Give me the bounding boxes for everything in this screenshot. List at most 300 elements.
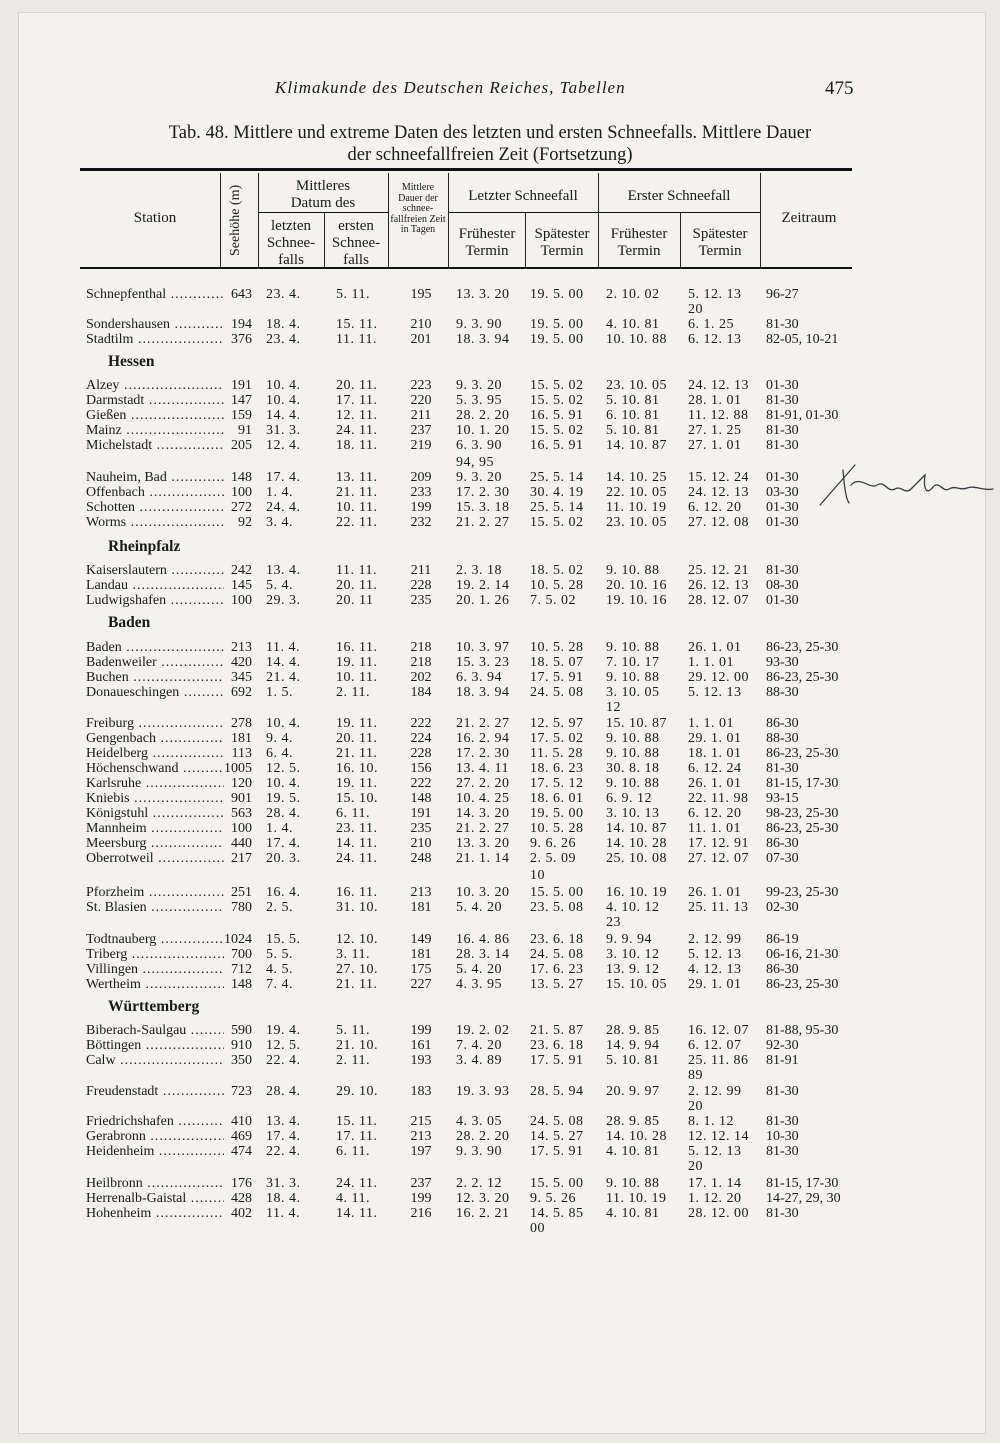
header-divider — [680, 213, 681, 267]
cell-fs: 29. 1. 01 — [688, 977, 742, 992]
cell-ff: 15. 10. 87 — [606, 716, 667, 731]
header-ersten: ersten Schnee- falls — [331, 218, 381, 268]
cell-la: 16. 4. — [266, 885, 301, 900]
cell-la: 12. 5. — [266, 1038, 301, 1053]
table-row — [0, 438, 1000, 453]
cell-la: 20. 3. — [266, 851, 301, 866]
cell-per: 86-23, 25-30 — [766, 746, 839, 761]
cell-fi: 2. 11. — [336, 1053, 370, 1068]
cell-la: 22. 4. — [266, 1053, 301, 1068]
cell-dur: 213 — [410, 885, 432, 900]
cell-la: 10. 4. — [266, 378, 301, 393]
cell-per: 86-30 — [766, 716, 799, 731]
cell-sea: 217 — [231, 851, 252, 866]
cell-fs: 5. 12. 13 — [688, 287, 742, 302]
table-row — [0, 746, 1000, 761]
cell-lf: 9. 3. 20 — [456, 378, 502, 393]
cell-fi: 6. 11. — [336, 1144, 370, 1159]
cell-dur: 181 — [410, 947, 432, 962]
cell-sea: 420 — [231, 655, 252, 670]
cell-lf: 15. 3. 18 — [456, 500, 510, 515]
letzter-subrule — [448, 212, 760, 213]
cell-fs: 29. 12. 00 — [688, 670, 749, 685]
cell-la: 21. 4. — [266, 670, 301, 685]
table-row — [0, 932, 1000, 947]
cell-fi: 24. 11. — [336, 1176, 378, 1191]
cell-fs: 18. 1. 01 — [688, 746, 742, 761]
cell-la: 5. 4. — [266, 578, 293, 593]
cell-ff: 14. 9. 94 — [606, 1038, 660, 1053]
cell-ls: 25. 5. 14 — [530, 470, 584, 485]
table-row — [0, 640, 1000, 655]
cell-la: 1. 4. — [266, 821, 293, 836]
cell-fi: 31. 10. — [336, 900, 378, 915]
cell-lf: 7. 4. 20 — [456, 1038, 502, 1053]
cell-lf: 28. 2. 20 — [456, 1129, 510, 1144]
cell-dur: 237 — [410, 1176, 432, 1191]
cell-ls: 18. 6. 23 — [530, 761, 584, 776]
cell-fs: 6. 12. 20 — [688, 806, 742, 821]
cell-name: Freudenstadt ..... — [86, 1084, 224, 1099]
cell-ff: 6. 10. 81 — [606, 408, 660, 423]
table-row — [0, 868, 1000, 883]
cell-sea: 251 — [231, 885, 252, 900]
header-divider — [388, 173, 389, 267]
cell-fs: 1. 1. 01 — [688, 655, 734, 670]
cell-lf: 17. 2. 30 — [456, 485, 510, 500]
cell-la: 7. 4. — [266, 977, 293, 992]
header-letzter-fruehester: Frühester Termin — [458, 226, 516, 259]
cell-fi: 16. 11. — [336, 885, 378, 900]
cell-fs: 6. 12. 07 — [688, 1038, 742, 1053]
cell-lf: 5. 4. 20 — [456, 962, 502, 977]
cell-la: 18. 4. — [266, 1191, 301, 1206]
cell-la: 24. 4. — [266, 500, 301, 515]
table-row — [0, 515, 1000, 530]
table-row — [0, 1206, 1000, 1221]
cell-fs: 11. 1. 01 — [688, 821, 741, 836]
cell-fi: 18. 11. — [336, 438, 378, 453]
cell-ls: 13. 5. 27 — [530, 977, 584, 992]
table-row — [0, 1159, 1000, 1174]
cell-fi: 17. 11. — [336, 1129, 378, 1144]
table-row — [0, 685, 1000, 700]
table-row — [0, 423, 1000, 438]
cell-sea: 780 — [231, 900, 252, 915]
cell-fs: 15. 12. 24 — [688, 470, 749, 485]
cell-name: Oberrotweil ..... — [86, 851, 224, 866]
cell-lf: 4. 3. 95 — [456, 977, 502, 992]
cell-dur: 195 — [410, 287, 432, 302]
cell-ff: 4. 10. 81 — [606, 1144, 660, 1159]
cell-fi: 23. 11. — [336, 821, 378, 836]
cell-ls: 10. 5. 28 — [530, 578, 584, 593]
cell-fi: 14. 11. — [336, 1206, 378, 1221]
cell-lf: 12. 3. 20 — [456, 1191, 510, 1206]
cell-lf: 18. 3. 94 — [456, 332, 510, 347]
cell-name: Heilbronn ..... — [86, 1176, 224, 1191]
cell-la: 12. 5. — [266, 761, 301, 776]
cell-ls: 9. 6. 26 — [530, 836, 576, 851]
cell-ls: 10. 5. 28 — [530, 640, 584, 655]
cell-ff: 14. 10. 87 — [606, 438, 667, 453]
table-row — [0, 332, 1000, 347]
cell-la: 13. 4. — [266, 563, 301, 578]
cell-name: Gengenbach ..... — [86, 731, 224, 746]
cell-lf: 13. 3. 20 — [456, 836, 510, 851]
cell-fi: 2. 11. — [336, 685, 370, 700]
cell-per: 81-30 — [766, 1084, 799, 1099]
cell-ls: 18. 6. 01 — [530, 791, 584, 806]
header-zeitraum: Zeitraum — [781, 210, 837, 226]
header-erster-fruehester: Frühester Termin — [610, 226, 668, 259]
cell-fi: 20. 11. — [336, 578, 378, 593]
cell-ff: 9. 10. 88 — [606, 776, 660, 791]
cell-per: 01-30 — [766, 500, 799, 515]
cell-sea: 100 — [231, 485, 252, 500]
cell-fs: 25. 12. 21 — [688, 563, 749, 578]
table-caption — [100, 122, 880, 166]
cell-per: 81-30 — [766, 1144, 799, 1159]
table-row — [0, 962, 1000, 977]
cell-per: 14-27, 29, 30 — [766, 1191, 841, 1206]
cell-ff: 20. 10. 16 — [606, 578, 667, 593]
cell-sea: 440 — [231, 836, 252, 851]
cell-ff: 30. 8. 18 — [606, 761, 660, 776]
cell-fs: 16. 12. 07 — [688, 1023, 749, 1038]
table-row — [0, 947, 1000, 962]
cell-dur: 149 — [410, 932, 432, 947]
cell-la: 10. 4. — [266, 716, 301, 731]
cell-ff: 11. 10. 19 — [606, 500, 667, 515]
cell-fs: 28. 12. 00 — [688, 1206, 749, 1221]
cell-fs: 28. 12. 07 — [688, 593, 749, 608]
cell-ls: 12. 5. 97 — [530, 716, 584, 731]
table-row — [0, 836, 1000, 851]
cell-dur: 199 — [410, 1023, 432, 1038]
table-row — [0, 578, 1000, 593]
cell-ls: 15. 5. 00 — [530, 1176, 584, 1191]
cell-fi: 12. 11. — [336, 408, 378, 423]
cell-lf: 16. 2. 21 — [456, 1206, 510, 1221]
cell-ff: 7. 10. 17 — [606, 655, 660, 670]
cell-fs: 17. 12. 91 — [688, 836, 749, 851]
table-top-rule — [80, 168, 852, 171]
cell-la: 10. 4. — [266, 393, 301, 408]
cell-la: 9. 4. — [266, 731, 293, 746]
cell-fs: 27. 12. 08 — [688, 515, 749, 530]
cell-name: Hohenheim ..... — [86, 1206, 224, 1221]
cell-sea: 410 — [231, 1114, 252, 1129]
cell-lf: 10. 3. 97 — [456, 640, 510, 655]
cell-ls: 16. 5. 91 — [530, 438, 584, 453]
cell-la: 31. 3. — [266, 423, 301, 438]
cell-ff: 12 — [606, 700, 621, 715]
cell-per: 86-19 — [766, 932, 799, 947]
header-divider — [448, 173, 449, 267]
cell-fs: 4. 12. 13 — [688, 962, 742, 977]
cell-name: Worms ..... — [86, 515, 224, 530]
cell-lf: 19. 2. 02 — [456, 1023, 510, 1038]
table-row — [0, 1221, 1000, 1236]
cell-per: 81-88, 95-30 — [766, 1023, 839, 1038]
cell-dur: 193 — [410, 1053, 432, 1068]
table-row — [0, 776, 1000, 791]
cell-la: 14. 4. — [266, 408, 301, 423]
cell-lf: 5. 4. 20 — [456, 900, 502, 915]
cell-per: 01-30 — [766, 515, 799, 530]
cell-per: 98-23, 25-30 — [766, 806, 839, 821]
cell-sea: 148 — [231, 470, 252, 485]
cell-dur: 181 — [410, 900, 432, 915]
cell-la: 13. 4. — [266, 1114, 301, 1129]
cell-fi: 20. 11. — [336, 378, 378, 393]
cell-dur: 210 — [410, 836, 432, 851]
cell-ff: 3. 10. 05 — [606, 685, 660, 700]
cell-fs: 1. 12. 20 — [688, 1191, 742, 1206]
cell-per: 06-16, 21-30 — [766, 947, 839, 962]
cell-ff: 13. 9. 12 — [606, 962, 660, 977]
cell-name: Gerabronn ..... — [86, 1129, 224, 1144]
cell-lf: 16. 2. 94 — [456, 731, 510, 746]
cell-dur: 210 — [410, 317, 432, 332]
table-row — [0, 1084, 1000, 1099]
cell-sea: 350 — [231, 1053, 252, 1068]
cell-la: 1. 4. — [266, 485, 293, 500]
cell-fs: 27. 1. 25 — [688, 423, 742, 438]
cell-sea: 278 — [231, 716, 252, 731]
cell-sea: 643 — [231, 287, 252, 302]
cell-ff: 23. 10. 05 — [606, 515, 667, 530]
cell-la: 15. 5. — [266, 932, 301, 947]
cell-lf: 21. 2. 27 — [456, 716, 510, 731]
cell-lf: 9. 3. 90 — [456, 1144, 502, 1159]
cell-fs: 26. 1. 01 — [688, 640, 742, 655]
cell-sea: 563 — [231, 806, 252, 821]
cell-dur: 191 — [410, 806, 432, 821]
table-row — [0, 670, 1000, 685]
cell-ls: 30. 4. 19 — [530, 485, 584, 500]
header-divider — [324, 213, 325, 267]
cell-lf: 9. 3. 90 — [456, 317, 502, 332]
cell-dur: 227 — [410, 977, 432, 992]
cell-fi: 21. 10. — [336, 1038, 378, 1053]
cell-la: 2. 5. — [266, 900, 293, 915]
cell-ls: 23. 5. 08 — [530, 900, 584, 915]
cell-sea: 692 — [231, 685, 252, 700]
table-row — [0, 821, 1000, 836]
cell-ff: 4. 10. 12 — [606, 900, 660, 915]
cell-la: 18. 4. — [266, 317, 301, 332]
header-dauer: Mittlere Dauer der schnee- fallfreien Zeit in Tagen — [390, 182, 446, 235]
cell-name: Mainz ..... — [86, 423, 224, 438]
cell-fs: 25. 11. 13 — [688, 900, 749, 915]
cell-name: Calw ..... — [86, 1053, 224, 1068]
cell-la: 11. 4. — [266, 1206, 300, 1221]
caption-line-2: der schneefallfreien Zeit (Fortsetzung) — [347, 145, 633, 165]
cell-fs: 26. 1. 01 — [688, 776, 742, 791]
cell-ls: 17. 5. 12 — [530, 776, 584, 791]
cell-la: 5. 5. — [266, 947, 293, 962]
cell-per: 07-30 — [766, 851, 799, 866]
cell-sea: 120 — [231, 776, 252, 791]
cell-name: Todtnauberg ..... — [86, 932, 224, 947]
cell-lf: 21. 2. 27 — [456, 515, 510, 530]
cell-fi: 5. 11. — [336, 287, 370, 302]
cell-per: 86-30 — [766, 962, 799, 977]
cell-dur: 218 — [410, 655, 432, 670]
cell-ff: 3. 10. 12 — [606, 947, 660, 962]
cell-dur: 216 — [410, 1206, 432, 1221]
cell-fs: 2. 12. 99 — [688, 932, 742, 947]
cell-fi: 21. 11. — [336, 977, 378, 992]
cell-name: Pforzheim ..... — [86, 885, 224, 900]
cell-fs: 29. 1. 01 — [688, 731, 742, 746]
cell-fs: 28. 1. 01 — [688, 393, 742, 408]
table-row — [0, 563, 1000, 578]
cell-ls: 19. 5. 00 — [530, 806, 584, 821]
cell-dur: 237 — [410, 423, 432, 438]
cell-per: 03-30 — [766, 485, 799, 500]
table-row — [0, 317, 1000, 332]
cell-fi: 16. 10. — [336, 761, 378, 776]
cell-dur: 213 — [410, 1129, 432, 1144]
cell-ls: 17. 5. 91 — [530, 1053, 584, 1068]
table-row — [0, 1068, 1000, 1083]
cell-la: 19. 4. — [266, 1023, 301, 1038]
cell-ff: 23. 10. 05 — [606, 378, 667, 393]
cell-dur: 184 — [410, 685, 432, 700]
section-heading: Rheinpfalz — [108, 538, 181, 555]
header-divider — [760, 173, 761, 267]
table-row — [0, 1191, 1000, 1206]
table-row — [0, 806, 1000, 821]
cell-dur: 202 — [410, 670, 432, 685]
cell-name: Badenweiler ..... — [86, 655, 224, 670]
cell-dur: 222 — [410, 776, 432, 791]
cell-per: 88-30 — [766, 731, 799, 746]
cell-per: 02-30 — [766, 900, 799, 915]
cell-per: 86-23, 25-30 — [766, 640, 839, 655]
cell-fi: 15. 10. — [336, 791, 378, 806]
cell-fs: 5. 12. 13 — [688, 947, 742, 962]
cell-ff: 14. 10. 25 — [606, 470, 667, 485]
cell-per: 82-05, 10-21 — [766, 332, 839, 347]
cell-la: 12. 4. — [266, 438, 301, 453]
cell-dur: 161 — [410, 1038, 432, 1053]
cell-dur: 223 — [410, 378, 432, 393]
cell-ff: 4. 10. 81 — [606, 1206, 660, 1221]
cell-fi: 5. 11. — [336, 1023, 370, 1038]
cell-fs: 25. 11. 86 — [688, 1053, 749, 1068]
cell-dur: 219 — [410, 438, 432, 453]
header-letzter-spaetester: Spätester Termin — [534, 226, 590, 259]
cell-dur: 220 — [410, 393, 432, 408]
cell-fi: 17. 11. — [336, 393, 378, 408]
cell-lf: 18. 3. 94 — [456, 685, 510, 700]
cell-lf: 10. 4. 25 — [456, 791, 510, 806]
header-divider — [258, 173, 259, 267]
table-row — [0, 900, 1000, 915]
cell-name: Nauheim, Bad ..... — [86, 470, 224, 485]
section-heading: Württemberg — [108, 998, 200, 1015]
cell-ls: 00 — [530, 1221, 545, 1236]
cell-ls: 17. 5. 91 — [530, 1144, 584, 1159]
cell-ls: 24. 5. 08 — [530, 1114, 584, 1129]
cell-ff: 10. 10. 88 — [606, 332, 667, 347]
cell-la: 6. 4. — [266, 746, 293, 761]
cell-ls: 14. 5. 27 — [530, 1129, 584, 1144]
cell-ff: 14. 10. 87 — [606, 821, 667, 836]
cell-lf: 28. 2. 20 — [456, 408, 510, 423]
cell-sea: 723 — [231, 1084, 252, 1099]
cell-per: 86-23, 25-30 — [766, 821, 839, 836]
cell-per: 81-30 — [766, 563, 799, 578]
cell-name: Buchen ..... — [86, 670, 224, 685]
cell-lf: 5. 3. 95 — [456, 393, 502, 408]
cell-ls: 23. 6. 18 — [530, 932, 584, 947]
cell-ff: 5. 10. 81 — [606, 1053, 660, 1068]
cell-fi: 24. 11. — [336, 851, 378, 866]
cell-sea: 700 — [231, 947, 252, 962]
cell-ls: 16. 5. 91 — [530, 408, 584, 423]
cell-la: 28. 4. — [266, 806, 301, 821]
cell-dur: 215 — [410, 1114, 432, 1129]
cell-fi: 14. 11. — [336, 836, 378, 851]
cell-ff: 15. 10. 05 — [606, 977, 667, 992]
cell-lf: 20. 1. 26 — [456, 593, 510, 608]
cell-ls: 19. 5. 00 — [530, 317, 584, 332]
cell-per: 08-30 — [766, 578, 799, 593]
cell-sea: 91 — [238, 423, 252, 438]
cell-name: Kniebis ..... — [86, 791, 224, 806]
cell-ff: 14. 10. 28 — [606, 836, 667, 851]
cell-dur: 228 — [410, 578, 432, 593]
cell-ls: 10 — [530, 868, 545, 883]
cell-sea: 194 — [231, 317, 252, 332]
cell-sea: 145 — [231, 578, 252, 593]
cell-fi: 19. 11. — [336, 655, 378, 670]
cell-ff: 28. 9. 85 — [606, 1023, 660, 1038]
cell-fi: 21. 11. — [336, 485, 378, 500]
cell-sea: 113 — [231, 746, 252, 761]
cell-name: Gießen ..... — [86, 408, 224, 423]
table-row — [0, 1114, 1000, 1129]
cell-lf: 27. 2. 20 — [456, 776, 510, 791]
cell-per: 86-23, 25-30 — [766, 670, 839, 685]
cell-fs: 26. 1. 01 — [688, 885, 742, 900]
cell-ff: 23 — [606, 915, 621, 930]
cell-ff: 22. 10. 05 — [606, 485, 667, 500]
cell-sea: 428 — [231, 1191, 252, 1206]
cell-lf: 14. 3. 20 — [456, 806, 510, 821]
table-row — [0, 408, 1000, 423]
cell-per: 81-91, 01-30 — [766, 408, 839, 423]
cell-fs: 24. 12. 13 — [688, 378, 749, 393]
cell-sea: 272 — [231, 500, 252, 515]
cell-name: Triberg ..... — [86, 947, 224, 962]
cell-name: Baden ..... — [86, 640, 224, 655]
cell-la: 17. 4. — [266, 1129, 301, 1144]
cell-name: Böttingen ..... — [86, 1038, 224, 1053]
table-row — [0, 593, 1000, 608]
cell-la: 11. 4. — [266, 640, 300, 655]
cell-la: 28. 4. — [266, 1084, 301, 1099]
cell-ff: 9. 10. 88 — [606, 746, 660, 761]
cell-la: 1. 5. — [266, 685, 293, 700]
header-letzten: letzten Schnee- falls — [266, 218, 316, 268]
cell-name: Michelstadt ..... — [86, 438, 224, 453]
